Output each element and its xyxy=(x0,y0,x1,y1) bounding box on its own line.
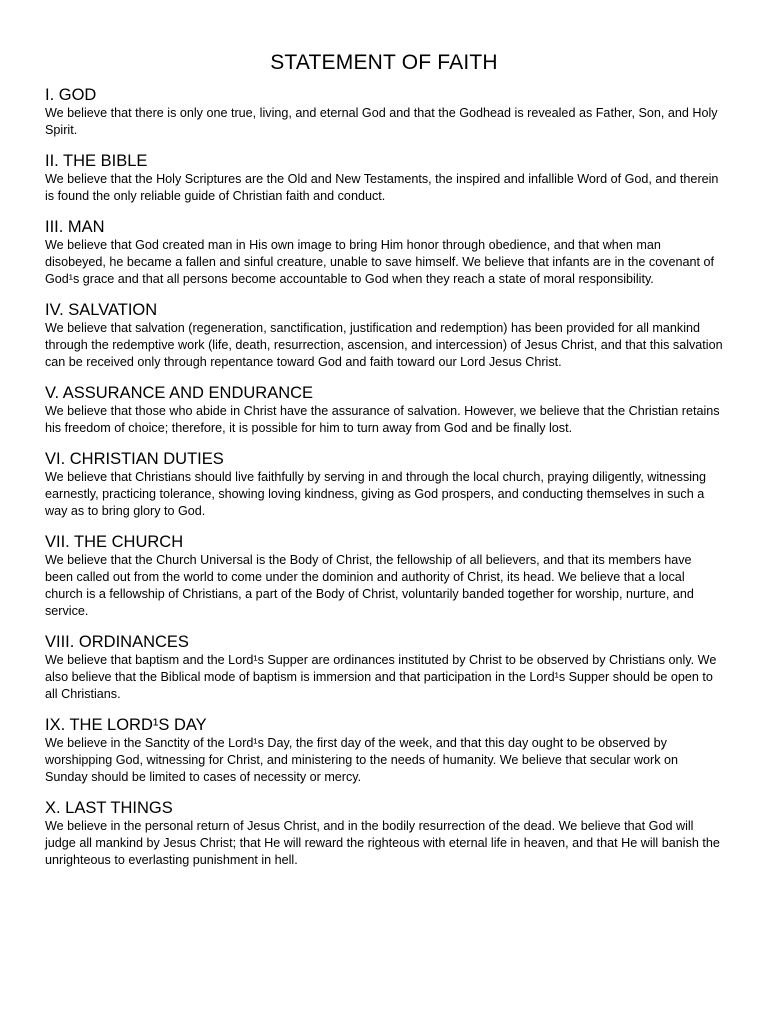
section-body: We believe that those who abide in Christ have the assurance of salvation. However, we believe that the Christian retains his freedom of choice; therefore, it is possible for him to turn away from God and be finally lost. xyxy=(45,404,720,435)
section-body: We believe in the personal return of Jesus Christ, and in the bodily resurrection of the dead. We believe that God will judge all mankind by Jesus Christ; that He will reward the righteous with eternal life in heaven, and that He will banish the unrighteous to everlasting punishment in hell. xyxy=(45,819,720,867)
section-salvation xyxy=(45,301,723,371)
section-heading: VII. THE CHURCH xyxy=(45,533,184,551)
section-the-lords-day xyxy=(45,716,723,786)
section-heading: II. THE BIBLE xyxy=(45,152,148,170)
section-body: We believe in the Sanctity of the Lord¹s Day, the first day of the week, and that this day ought to be observed by worshipping God, witnessing for Christ, and ministering to the needs of humanity. We believe that secular work on Sunday should be limited to cases of necessity or mercy. xyxy=(45,736,679,784)
section-the-church xyxy=(45,533,723,620)
section-the-bible xyxy=(45,152,723,205)
document-page xyxy=(45,48,723,882)
section-heading: I. GOD xyxy=(45,86,97,104)
section-heading: IX. THE LORD¹S DAY xyxy=(45,716,207,734)
section-body: We believe that baptism and the Lord¹s Supper are ordinances instituted by Christ to be observed by Christians only. We also believe that the Biblical mode of baptism is immersion and that participation in the Lord¹s Supper should be open to all Christians. xyxy=(45,653,717,701)
section-heading: VI. CHRISTIAN DUTIES xyxy=(45,450,224,468)
document-title: STATEMENT OF FAITH xyxy=(270,51,498,74)
section-god xyxy=(45,86,723,139)
section-ordinances xyxy=(45,633,723,703)
section-heading: III. MAN xyxy=(45,218,105,236)
section-heading: V. ASSURANCE AND ENDURANCE xyxy=(45,384,314,402)
section-man xyxy=(45,218,723,288)
section-last-things xyxy=(45,799,723,869)
section-body: We believe that the Holy Scriptures are the Old and New Testaments, the inspired and infallible Word of God, and therein is found the only reliable guide of Christian faith and conduct. xyxy=(45,172,719,203)
section-heading: X. LAST THINGS xyxy=(45,799,173,817)
section-heading: VIII. ORDINANCES xyxy=(45,633,189,651)
section-heading: IV. SALVATION xyxy=(45,301,158,319)
section-body: We believe that God created man in His own image to bring Him honor through obedience, and that when man disobeyed, he became a fallen and sinful creature, unable to save himself. We believe that infants are in the covenant of God¹s grace and that all persons become accountable to God when they reach a state of moral responsibility. xyxy=(45,238,715,286)
section-christian-duties xyxy=(45,450,723,520)
section-body: We believe that Christians should live faithfully by serving in and through the local church, praying diligently, witnessing earnestly, practicing tolerance, showing loving kindness, giving as God prospers, and conducting themselves in such a way as to bring glory to God. xyxy=(45,470,707,518)
section-assurance-and-endurance xyxy=(45,384,723,437)
section-body: We believe that salvation (regeneration, sanctification, justification and redemption) has been provided for all mankind through the redemptive work (life, death, resurrection, ascension, and intercession) of Jesus Christ, and that this salvation can be received only through repentance toward God and faith toward our Lord Jesus Christ. xyxy=(45,321,723,369)
section-body: We believe that there is only one true, living, and eternal God and that the Godhead is revealed as Father, Son, and Holy Spirit. xyxy=(45,106,718,137)
section-body: We believe that the Church Universal is the Body of Christ, the fellowship of all believers, and that its members have been called out from the world to come under the dominion and authority of Christ, its head. We believe that a local church is a fellowship of Christians, a part of the Body of Christ, voluntarily banded together for worship, nurture, and service. xyxy=(45,553,694,618)
